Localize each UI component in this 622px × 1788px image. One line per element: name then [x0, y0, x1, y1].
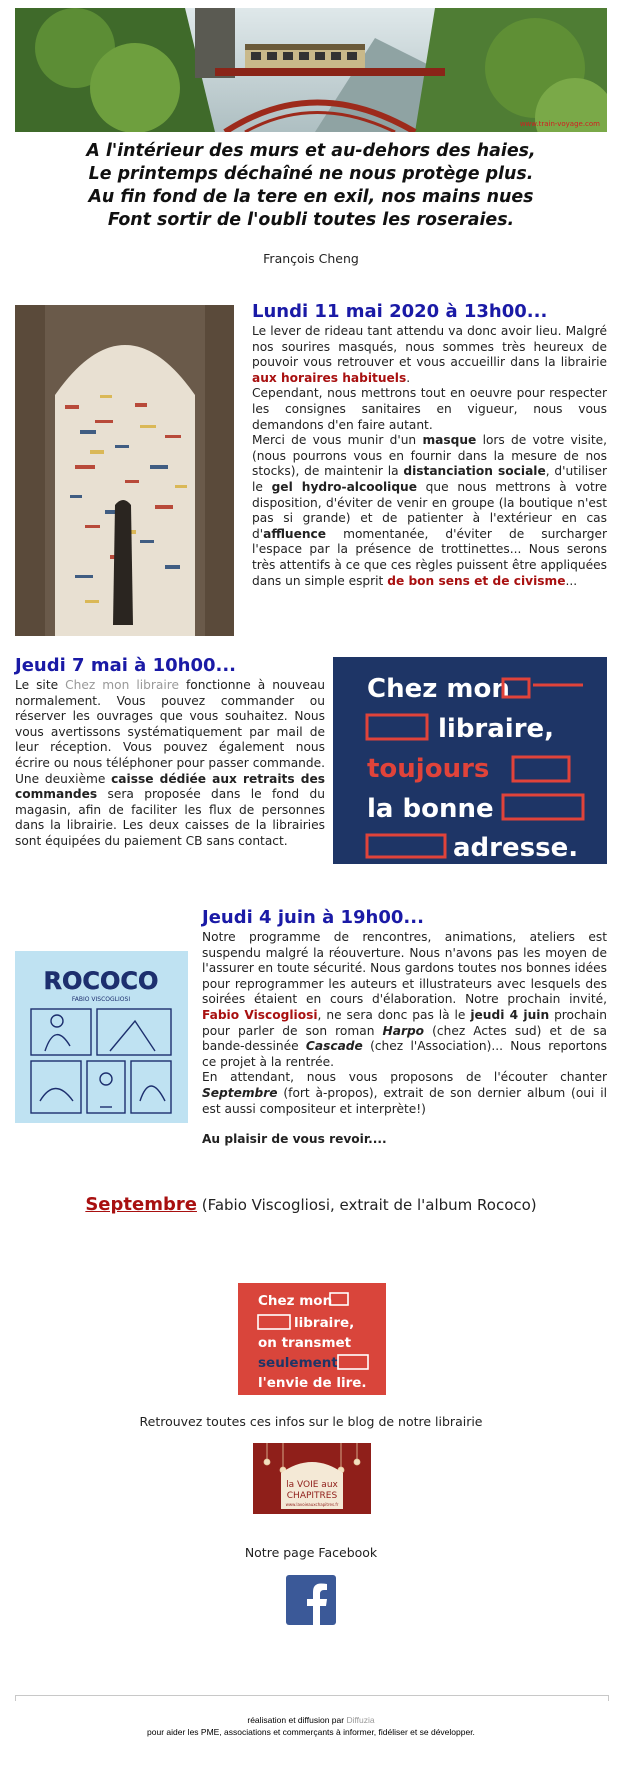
books-installation-image	[15, 305, 234, 636]
cover-author: FABIO VISCOGLIOSI	[71, 996, 131, 1003]
text: prochain pour parler de son roman	[202, 1007, 608, 1038]
text: sera proposée dans le fond du magasin, afin de faciliter les flux de personnes dans la librairie. Les deux caisses de la librairies sont équipées du paiement CB sans contact.	[15, 787, 325, 848]
text: Harpo	[382, 1023, 425, 1038]
poster-line: adresse.	[453, 833, 579, 863]
text: gel hydro-alcoolique	[271, 479, 417, 494]
section-website	[15, 654, 325, 850]
text: ...	[565, 573, 578, 588]
song-note: (Fabio Viscogliosi, extrait de l'album Rococo)	[196, 1196, 537, 1214]
text: lors de votre visite, (nous pourrons vous en fournir dans la mesure de nos stocks), de maintenir la	[252, 433, 607, 479]
text: (chez Actes sud) et de sa bande-dessinée	[202, 1023, 608, 1054]
poem	[20, 140, 602, 232]
text: Le site	[15, 678, 66, 692]
text: affluence	[263, 526, 327, 541]
text: Cependant, nous mettrons tout en oeuvre pour respecter les consignes sanitaires en vigueur, nous vous demandons d'en faire autant.	[252, 386, 607, 432]
chez-mon-libraire-link[interactable]: Chez mon libraire	[65, 678, 179, 692]
text: momentanée, d'éviter de surcharger l'espace par la présence de trottinettes... Nous serons très attentifs à ce que ces règles puissent être appliquées dans un simple esprit	[252, 526, 607, 588]
logo-line: la VOIE aux	[286, 1480, 338, 1490]
poem-line: Font sortir de l'oubli toutes les roseraies.	[107, 210, 515, 230]
text: (chez l'Association)... Nous reportons ce projet à la rentrée.	[202, 1039, 608, 1069]
text: jeudi 4 juin	[470, 1007, 550, 1022]
author-link[interactable]: Fabio Viscogliosi	[202, 1007, 318, 1022]
transmet-poster-graphic	[238, 1283, 386, 1395]
septembre-song-link[interactable]: Septembre	[85, 1194, 197, 1215]
section-title: Jeudi 7 mai à 10h00...	[15, 655, 237, 676]
section-body	[202, 930, 607, 1148]
section-title: Jeudi 4 juin à 19h00...	[202, 907, 424, 928]
text: Merci de vous munir d'un	[252, 433, 423, 448]
text: Le lever de rideau tant attendu va donc avoir lieu. Malgré nos sourires masqués, nous sommes très heureux de pouvoir vous retrouver et vous accueillir dans la librairie	[252, 324, 607, 370]
poster-line: Chez mon	[258, 1293, 333, 1309]
logo-graphic	[253, 1443, 371, 1514]
rococo-album-cover	[15, 951, 188, 1123]
text: Cascade	[305, 1039, 363, 1054]
text: Notre programme de rencontres, animations, ateliers est suspendu malgré la réouverture. Nous n'avons pas les moyen de l'assurer en toute sécurité. Nous gardons toutes nos bonnes idées pour reprogrammer les auteurs et illustrateurs avec lesquels des soirées étaient en cours d'élaboration. Notre prochain invité,	[202, 930, 607, 1007]
poster-line: l'envie de lire.	[258, 1375, 367, 1391]
footer-divider	[15, 1695, 609, 1701]
poster-line: Chez mon	[367, 674, 510, 704]
poster-line: la bonne	[367, 794, 494, 824]
section-body	[15, 678, 325, 850]
blog-text: Retrouvez toutes ces infos sur le blog de notre librairie	[139, 1414, 483, 1429]
bookshelf-photo	[15, 305, 234, 636]
text: , ne sera donc pas là le	[317, 1007, 471, 1022]
header-banner-image	[15, 8, 607, 132]
opening-hours-link[interactable]: aux horaires habituels	[252, 370, 407, 385]
section-reopening	[252, 300, 607, 589]
poem-author: François Cheng	[263, 251, 359, 266]
cover-title: ROCOCO	[43, 967, 159, 995]
text: Septembre	[202, 1085, 278, 1100]
logo-url: www.lavoieauxchapitres.fr	[285, 1502, 339, 1507]
poster-graphic	[333, 657, 607, 864]
poster-line: seulement	[258, 1355, 338, 1371]
poem-line: Au fin fond de la tere en exil, nos mains nues	[88, 187, 534, 207]
banner-caption: www.train-voyage.com	[519, 120, 600, 128]
section-body	[252, 324, 607, 589]
closing-text: Au plaisir de vous revoir....	[202, 1132, 387, 1147]
section-title: Lundi 11 mai 2020 à 13h00...	[252, 301, 548, 322]
credit-text: pour aider les PME, associations et commerçants à informer, fidéliser et se développer.	[147, 1727, 475, 1737]
credits	[15, 1714, 607, 1738]
poster-line: on transmet	[258, 1335, 352, 1351]
facebook-text: Notre page Facebook	[244, 1545, 378, 1560]
chez-mon-libraire-poster[interactable]	[333, 657, 607, 864]
poster-line: libraire,	[438, 714, 555, 744]
text: (fort à-propos), extrait de son dernier album (oui il est aussi compositeur et interprète!)	[202, 1085, 607, 1116]
diffuzia-link[interactable]: Diffuzia	[346, 1715, 375, 1725]
text: masque	[422, 433, 477, 448]
text: distanciation sociale	[403, 464, 546, 479]
facebook-logo	[286, 1575, 336, 1625]
poster-line: libraire,	[294, 1315, 355, 1331]
train-bridge-illustration	[15, 8, 607, 132]
section-event	[202, 906, 607, 1148]
text: .	[406, 370, 411, 385]
poem-line: A l'intérieur des murs et au-dehors des haies,	[86, 141, 536, 161]
text: que nous mettrons à votre disposition, d'éviter de venir en groupe (la boutique n'est pas si grande) et de patienter à l'extérieur en cas d'	[252, 479, 607, 541]
text: fonctionne à nouveau normalement. Vous pouvez commander ou réserver les ouvrages que vous souhaitez. Nous vous avertissons systématiquement par mail de leur réception. Vous pouvez également nous écrire ou nous téléphoner pour passer commande. Une deuxième	[15, 678, 326, 786]
facebook-icon[interactable]	[286, 1575, 336, 1625]
rococo-cover-graphic	[15, 951, 188, 1123]
credit-text: réalisation et diffusion par	[247, 1715, 347, 1725]
text: , d'utiliser le	[252, 464, 607, 494]
poster-line: toujours	[367, 754, 490, 784]
poem-line: Le printemps déchaîné ne nous protège plus.	[88, 164, 534, 184]
logo-line: CHAPITRES	[286, 1491, 338, 1501]
highlight-text: de bon sens et de civisme	[387, 573, 566, 588]
la-voie-aux-chapitres-logo[interactable]	[253, 1443, 371, 1514]
text: caisse dédiée aux retraits des commandes	[15, 771, 325, 802]
song-line	[15, 1194, 607, 1215]
transmet-poster[interactable]	[238, 1283, 386, 1395]
text: En attendant, nous vous proposons de l'écouter chanter	[202, 1070, 607, 1085]
